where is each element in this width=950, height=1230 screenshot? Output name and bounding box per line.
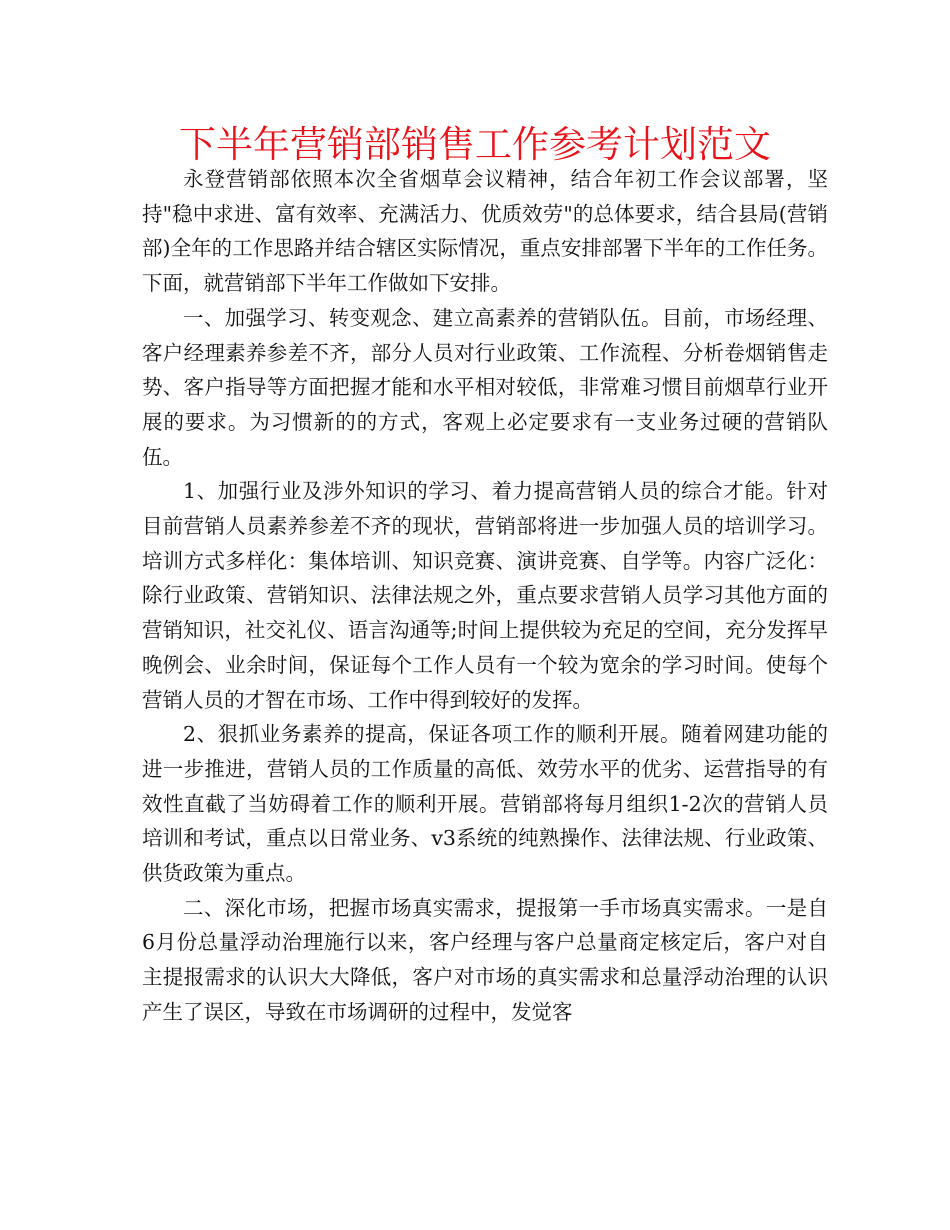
- document-title: 下半年营销部销售工作参考计划范文: [179, 123, 771, 166]
- paragraph-section-2: 二、深化市场，把握市场真实需求，提报第一手市场真实需求。一是自6月份总量浮动治理施行以来，客户经理与客户总量商定核定后，客户对自主提报需求的认识大大降低，客户对市场的真实需求和总量浮动治理的认识产生了误区，导致在市场调研的过程中，发觉客: [142, 895, 828, 1024]
- paragraph-section-1: 一、加强学习、转变观念、建立高素养的营销队伍。目前，市场经理、客户经理素养参差不齐，部分人员对行业政策、工作流程、分析卷烟销售走势、客户指导等方面把握才能和水平相对较低，非常难习惯目前烟草行业开展的要求。为习惯新的的方式，客观上必定要求有一支业务过硬的营销队伍。: [142, 305, 828, 469]
- document-body: [142, 162, 828, 1030]
- paragraph-item-2: 2、狠抓业务素养的提高，保证各项工作的顺利开展。随着网建功能的进一步推进，营销人员的工作质量的高低、效劳水平的优劣、运营指导的有效性直截了当妨碍着工作的顺利开展。营销部将每月组织1-2次的营销人员培训和考试，重点以日常业务、v3系统的纯熟操作、法律法规、行业政策、供货政策为重点。: [142, 722, 828, 886]
- paragraph-item-1: 1、加强行业及涉外知识的学习、着力提高营销人员的综合才能。针对目前营销人员素养参差不齐的现状，营销部将进一步加强人员的培训学习。培训方式多样化：集体培训、知识竞赛、演讲竞赛、自学等。内容广泛化：除行业政策、营销知识、法律法规之外，重点要求营销人员学习其他方面的营销知识，社交礼仪、语言沟通等;时间上提供较为充足的空间，充分发挥早晚例会、业余时间，保证每个工作人员有一个较为宽余的学习时间。使每个营销人员的才智在市场、工作中得到较好的发挥。: [142, 479, 828, 712]
- paragraph-intro: 永登营销部依照本次全省烟草会议精神，结合年初工作会议部署，坚持"稳中求进、富有效率、充满活力、优质效劳"的总体要求，结合县局(营销部)全年的工作思路并结合辖区实际情况，重点安排部署下半年的工作任务。下面，就营销部下半年工作做如下安排。: [142, 167, 828, 296]
